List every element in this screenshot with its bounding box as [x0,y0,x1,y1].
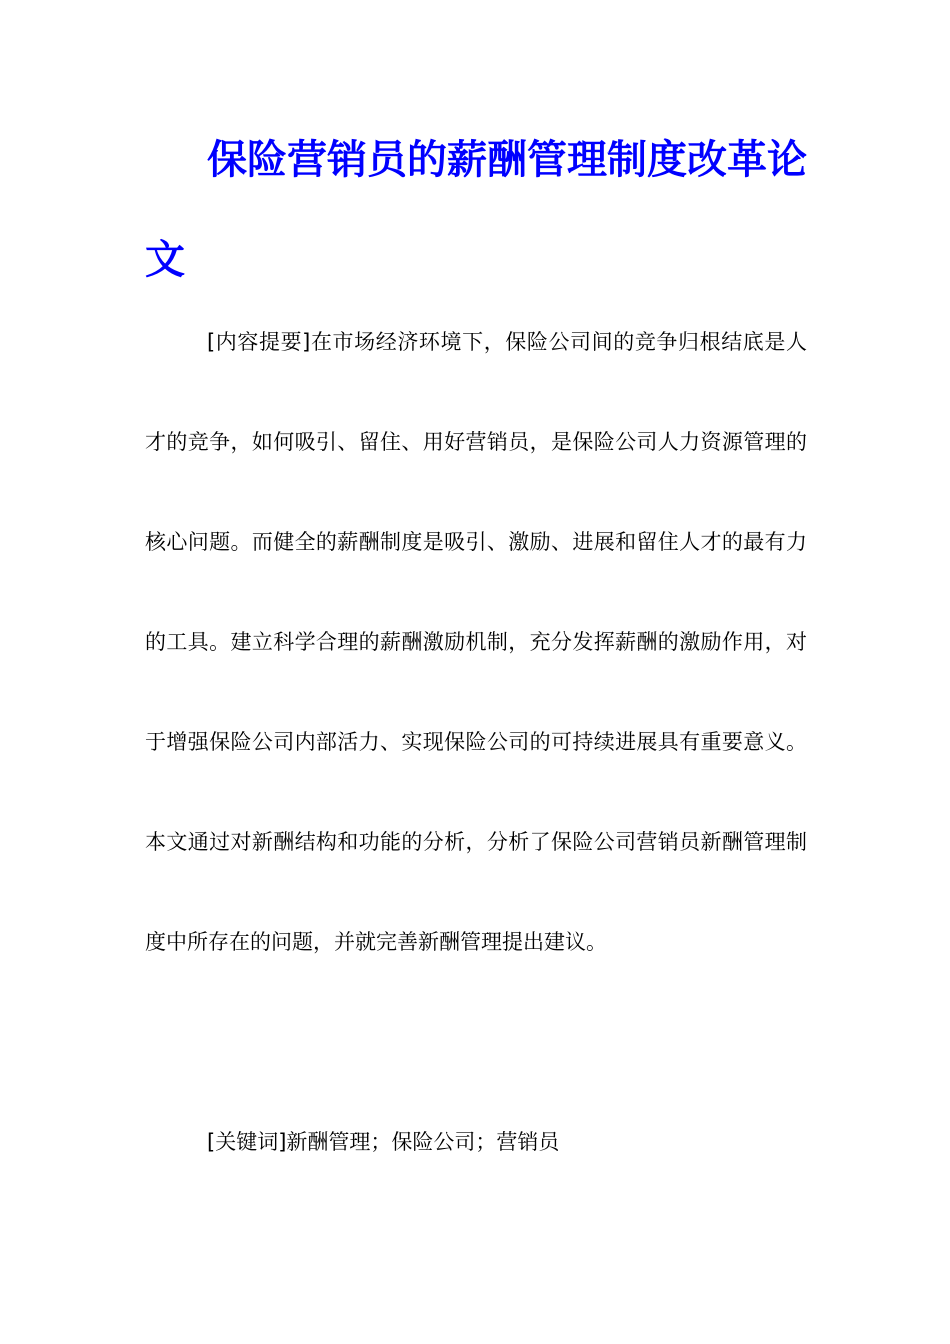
document-title: 保险营销员的薪酬管理制度改革论文 [145,137,807,283]
keywords-paragraph: [关键词]新酬管理；保险公司；营销员 [207,1130,560,1154]
abstract-paragraph: [内容提要]在市场经济环境下，保险公司间的竞争归根结底是人才的竞争，如何吸引、留住、用好营销员，是保险公司人力资源管理的核心问题。而健全的薪酬制度是吸引、激励、进展和留住人才的最有力的工具。建立科学合理的薪酬激励机制，充分发挥薪酬的激励作用，对于增强保险公司内部活力、实现保险公司的可持续进展具有重要意义。本文通过对新酬结构和功能的分析，分析了保险公司营销员新酬管理制度中所存在的问题，并就完善新酬管理提出建议。 [145,330,807,954]
